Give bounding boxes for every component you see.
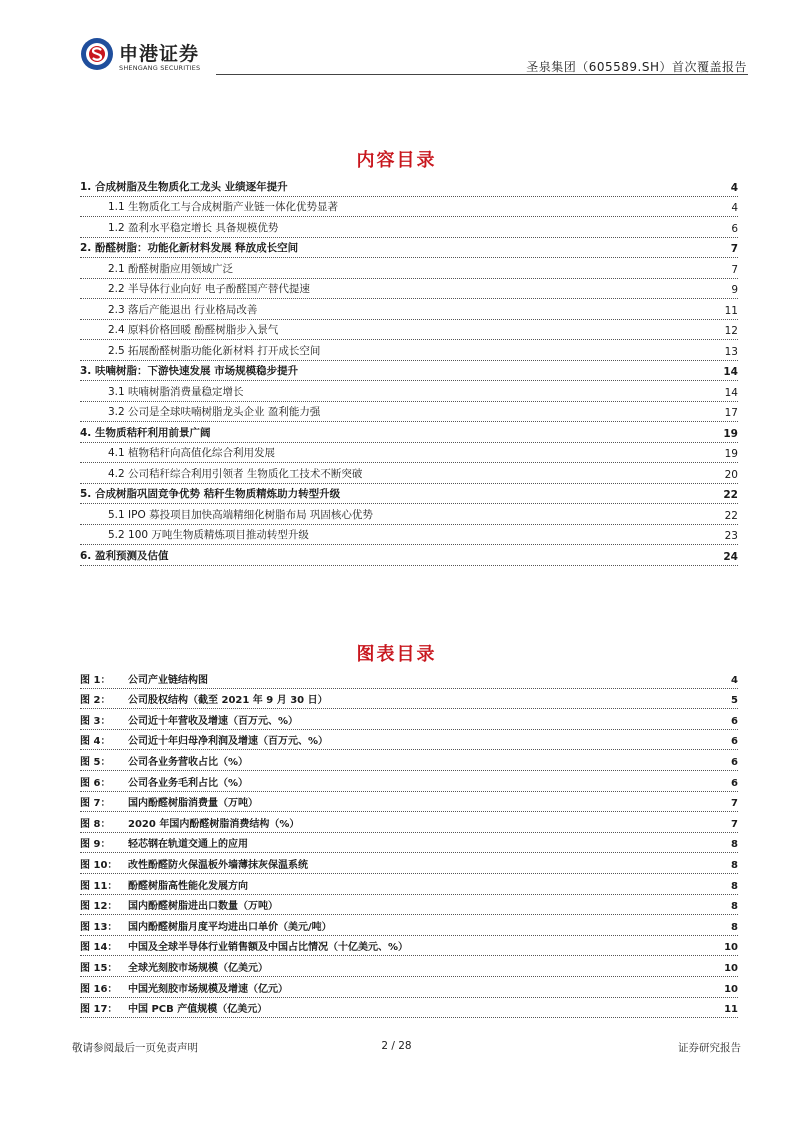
- figure-label: 图 16：: [80, 983, 118, 995]
- figure-label: 图 2：: [80, 695, 111, 707]
- toc-entry[interactable]: [80, 361, 738, 382]
- toc-entry-page: 7: [731, 263, 738, 276]
- figure-label: 图 3：: [80, 715, 111, 727]
- toc-entry-page: 4: [731, 202, 738, 214]
- toc-entry[interactable]: [80, 299, 738, 320]
- toc-entry-page: 6: [731, 222, 738, 235]
- figure-title: 公司股权结构（截至 2021 年 9 月 30 日）: [128, 695, 328, 707]
- figure-label: 图 4：: [80, 736, 111, 748]
- toc-entry-text: 1.2 盈利水平稳定增长 具备规模优势: [80, 220, 280, 237]
- company-logo: [80, 37, 240, 77]
- figure-label: 图 15：: [80, 962, 118, 974]
- toc-entry[interactable]: [80, 422, 738, 443]
- toc-entry[interactable]: [80, 238, 738, 259]
- figure-label: 图 7：: [80, 798, 111, 810]
- shengang-logo-icon: [80, 37, 114, 71]
- toc-entry-text: 5.1 IPO 募投项目加快高端精细化树脂布局 巩固核心优势: [80, 507, 375, 524]
- figure-page: 7: [731, 818, 738, 830]
- figure-page: 6: [731, 777, 738, 789]
- figure-entry[interactable]: [80, 771, 738, 792]
- toc-entry[interactable]: [80, 320, 738, 341]
- figure-title: 国内酚醛树脂月度平均进出口单价（美元/吨）: [128, 921, 332, 933]
- figure-page: 7: [731, 798, 738, 810]
- figure-label: 图 14：: [80, 942, 118, 954]
- figure-page: 6: [731, 756, 738, 768]
- figure-label: 图 12：: [80, 901, 118, 913]
- figure-title: 改性酚醛防火保温板外墙薄抹灰保温系统: [128, 859, 308, 871]
- figure-label: 图 11：: [80, 880, 118, 892]
- toc-entry[interactable]: [80, 463, 738, 484]
- toc-entry-page: 7: [730, 243, 738, 255]
- toc-entry-text: 4.1 植物秸秆向高值化综合利用发展: [80, 445, 277, 462]
- toc-entry[interactable]: [80, 402, 738, 423]
- page-number: 2 / 28: [381, 1040, 412, 1052]
- figure-title: 公司近十年营收及增速（百万元、%）: [128, 715, 299, 727]
- figure-entry[interactable]: [80, 709, 738, 730]
- figure-entry[interactable]: [80, 998, 738, 1019]
- figure-entry[interactable]: [80, 936, 738, 957]
- figure-label: 图 17：: [80, 1004, 118, 1016]
- header-divider: [216, 74, 748, 75]
- toc-entry-page: 19: [723, 427, 738, 440]
- toc-entry-text: 1. 合成树脂及生物质化工龙头 业绩逐年提升: [80, 179, 290, 196]
- figure-page: 10: [724, 962, 738, 974]
- toc-entry-text: 2.1 酚醛树脂应用领域广泛: [80, 261, 235, 278]
- figure-entry[interactable]: [80, 689, 738, 710]
- figure-page: 8: [731, 921, 738, 933]
- figure-entry[interactable]: [80, 812, 738, 833]
- toc-entry-text: 4. 生物质秸秆利用前景广阔: [80, 425, 212, 442]
- figure-title: 公司产业链结构图: [128, 674, 208, 686]
- figure-title: 酚醛树脂高性能化发展方向: [128, 880, 248, 892]
- toc-entry-page: 23: [724, 530, 738, 542]
- toc-entry[interactable]: [80, 443, 738, 464]
- toc-entry-text: 3.1 呋喃树脂消费量稳定增长: [80, 384, 246, 401]
- toc-entry[interactable]: [80, 176, 738, 197]
- figure-page: 10: [724, 983, 738, 995]
- figure-title: 公司各业务毛利占比（%）: [128, 777, 249, 789]
- toc-entry-page: 12: [724, 325, 738, 337]
- toc-entry-page: 4: [730, 181, 738, 194]
- footer-report-type: 证券研究报告: [678, 1042, 741, 1054]
- figure-title: 全球光刻胶市场规模（亿美元）: [128, 962, 268, 974]
- figure-page: 8: [731, 880, 738, 892]
- toc-entry-text: 2. 酚醛树脂：功能化新材料发展 释放成长空间: [80, 240, 300, 257]
- toc-entry[interactable]: [80, 217, 738, 238]
- toc-entry-page: 20: [724, 468, 738, 481]
- toc-entry[interactable]: [80, 279, 738, 300]
- toc-entry-text: 3. 呋喃树脂：下游快速发展 市场规模稳步提升: [80, 363, 300, 380]
- figure-entry[interactable]: [80, 915, 738, 936]
- toc-entry-page: 22: [723, 489, 738, 501]
- figure-label: 图 8：: [80, 818, 111, 830]
- page-header: [0, 0, 793, 80]
- figure-page: 5: [731, 695, 738, 707]
- toc-entry-text: 1.1 生物质化工与合成树脂产业链一体化优势显著: [80, 199, 340, 216]
- figure-title: 公司各业务营收占比（%）: [128, 756, 249, 768]
- toc-entry-page: 24: [723, 550, 738, 563]
- figure-title: 国内酚醛树脂消费量（万吨）: [128, 798, 258, 810]
- figure-entry[interactable]: [80, 750, 738, 771]
- toc-entry-text: 2.3 落后产能退出 行业格局改善: [80, 302, 259, 319]
- toc-entry-page: 11: [724, 304, 738, 317]
- page-footer: [0, 1040, 793, 1060]
- figure-entry[interactable]: [80, 833, 738, 854]
- figure-title: 中国及全球半导体行业销售额及中国占比情况（十亿美元、%）: [128, 942, 409, 954]
- figure-entry[interactable]: [80, 977, 738, 998]
- figure-entry[interactable]: [80, 956, 738, 977]
- figure-entry[interactable]: [80, 874, 738, 895]
- toc-entry-text: 2.4 原料价格回暖 酚醛树脂步入景气: [80, 322, 280, 339]
- figures-heading: 图表目录: [356, 644, 437, 665]
- logo-english-name: SHENGANG SECURITIES: [119, 64, 201, 72]
- figure-label: 图 10：: [80, 859, 118, 871]
- figure-title: 2020 年国内酚醛树脂消费结构（%）: [128, 818, 300, 830]
- figure-title: 国内酚醛树脂进出口数量（万吨）: [128, 901, 278, 913]
- figure-label: 图 6：: [80, 777, 111, 789]
- toc-entry-text: 2.5 拓展酚醛树脂功能化新材料 打开成长空间: [80, 343, 322, 360]
- figure-title: 轻芯钢在轨道交通上的应用: [128, 839, 248, 851]
- figure-title: 中国光刻胶市场规模及增速（亿元）: [128, 983, 288, 995]
- toc-entry-text: 5.2 100 万吨生物质精炼项目推动转型升级: [80, 527, 311, 544]
- figure-title: 中国 PCB 产值规模（亿美元）: [128, 1004, 268, 1016]
- figure-label: 图 1：: [80, 674, 111, 686]
- toc-entry[interactable]: [80, 381, 738, 402]
- figure-entry[interactable]: [80, 895, 738, 916]
- report-title: 圣泉集团（605589.SH）首次覆盖报告: [526, 60, 747, 74]
- figure-page: 8: [731, 859, 738, 871]
- figure-page: 6: [731, 736, 738, 748]
- toc-entry[interactable]: [80, 484, 738, 505]
- figure-label: 图 9：: [80, 839, 111, 851]
- figure-page: 8: [731, 901, 738, 913]
- figure-title: 公司近十年归母净利润及增速（百万元、%）: [128, 736, 329, 748]
- figure-label: 图 13：: [80, 921, 118, 933]
- toc-entry[interactable]: [80, 525, 738, 546]
- toc-entry-page: 9: [731, 284, 738, 296]
- toc-entry-page: 14: [723, 366, 738, 378]
- toc-entry[interactable]: [80, 258, 738, 279]
- toc-entry-text: 6. 盈利预测及估值: [80, 548, 170, 565]
- figure-entry[interactable]: [80, 668, 738, 689]
- toc-entry[interactable]: [80, 545, 738, 566]
- figure-entry[interactable]: [80, 792, 738, 813]
- figure-entry[interactable]: [80, 730, 738, 751]
- toc-entry-page: 19: [724, 448, 738, 460]
- toc-entry-text: 3.2 公司是全球呋喃树脂龙头企业 盈利能力强: [80, 404, 322, 421]
- toc-entry-text: 2.2 半导体行业向好 电子酚醛国产替代提速: [80, 281, 312, 298]
- figure-page: 11: [724, 1004, 738, 1016]
- toc-entry-text: 4.2 公司秸秆综合利用引领者 生物质化工技术不断突破: [80, 466, 364, 483]
- toc-entry[interactable]: [80, 197, 738, 218]
- toc-entry[interactable]: [80, 504, 738, 525]
- list-of-figures: [80, 668, 738, 1018]
- toc-entry[interactable]: [80, 340, 738, 361]
- logo-chinese-name: 申港证券: [119, 43, 200, 65]
- figure-entry[interactable]: [80, 853, 738, 874]
- toc-entry-page: 13: [724, 345, 738, 358]
- figure-page: 6: [731, 715, 738, 727]
- toc-entry-page: 14: [724, 386, 738, 399]
- figure-page: 8: [731, 839, 738, 851]
- figure-page: 10: [724, 942, 738, 954]
- footer-disclaimer: 敬请参阅最后一页免责声明: [72, 1042, 198, 1054]
- figure-page: 4: [731, 674, 738, 686]
- toc-heading: 内容目录: [356, 150, 437, 171]
- toc-entry-page: 22: [724, 509, 738, 522]
- table-of-contents: [80, 176, 738, 566]
- toc-entry-page: 17: [724, 407, 738, 419]
- toc-entry-text: 5. 合成树脂巩固竞争优势 秸秆生物质精炼助力转型升级: [80, 486, 342, 503]
- figure-label: 图 5：: [80, 756, 111, 768]
